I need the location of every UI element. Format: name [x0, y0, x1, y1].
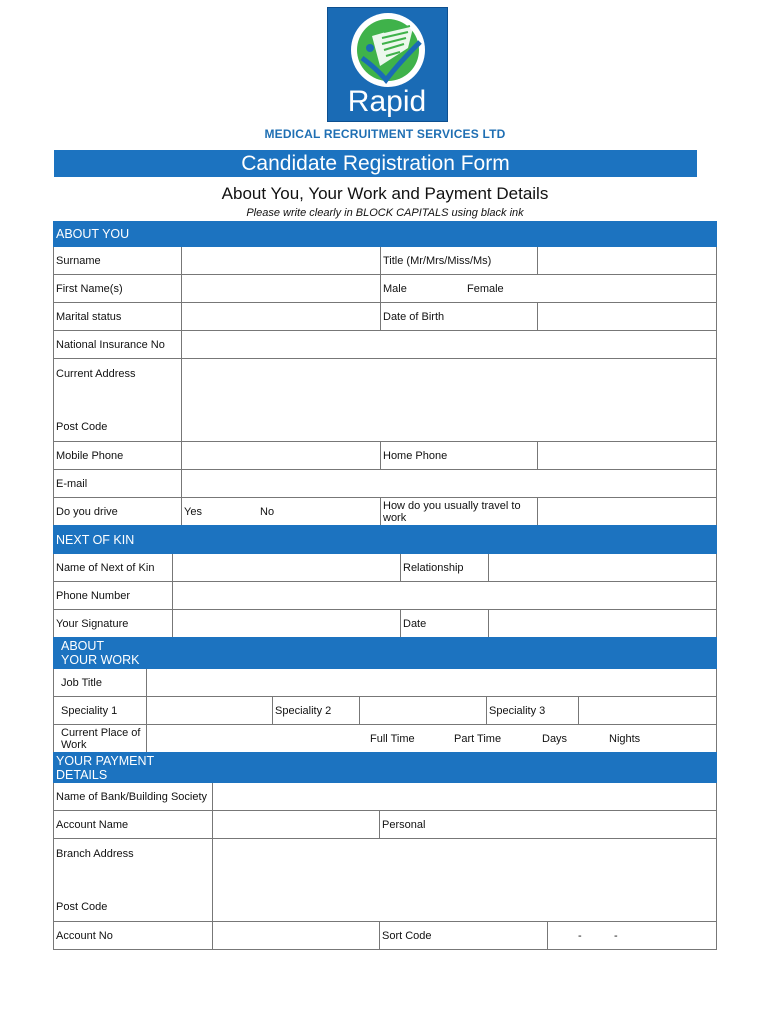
about-you-table	[53, 221, 717, 526]
address-labels	[54, 359, 182, 442]
ni-field[interactable]	[182, 331, 717, 359]
payment-table	[53, 752, 717, 950]
job-title-field[interactable]	[147, 669, 717, 697]
mobile-field[interactable]	[182, 442, 381, 470]
form-instruction: Please write clearly in BLOCK CAPITALS using black ink	[246, 207, 524, 219]
kin-phone-label: Phone Number	[54, 582, 173, 610]
branch-address-label: Branch Address	[56, 848, 134, 860]
speciality1-field[interactable]	[147, 697, 273, 725]
company-logo	[327, 7, 448, 122]
post-code-label: Post Code	[56, 421, 108, 433]
surname-field[interactable]	[182, 247, 381, 275]
marital-status-label: Marital status	[54, 303, 182, 331]
speciality2-field[interactable]	[360, 697, 487, 725]
branch-labels	[54, 839, 213, 922]
dob-field[interactable]	[538, 303, 717, 331]
surname-label: Surname	[54, 247, 182, 275]
home-phone-field[interactable]	[538, 442, 717, 470]
kin-date-label: Date	[401, 610, 489, 638]
dob-label: Date of Birth	[381, 303, 538, 331]
sort-code-dash-2: -	[614, 929, 618, 942]
email-field[interactable]	[182, 470, 717, 498]
account-name-field[interactable]	[213, 811, 380, 839]
company-name: MEDICAL RECRUITMENT SERVICES LTD	[264, 127, 506, 141]
form-subtitle: About You, Your Work and Payment Details	[221, 184, 549, 203]
mobile-label: Mobile Phone	[54, 442, 182, 470]
kin-phone-field[interactable]	[173, 582, 717, 610]
about-work-header-line1: ABOUT	[61, 639, 105, 653]
travel-field[interactable]	[538, 498, 717, 526]
male-option[interactable]: Male	[383, 282, 407, 295]
relationship-label: Relationship	[401, 554, 489, 582]
next-of-kin-header: NEXT OF KIN	[54, 526, 717, 554]
speciality3-label: Speciality 3	[487, 697, 579, 725]
work-pattern-options[interactable]	[147, 725, 717, 754]
bank-label: Name of Bank/Building Society	[54, 783, 213, 811]
part-time-option[interactable]: Part Time	[454, 733, 502, 745]
drive-yes-option[interactable]: Yes	[184, 505, 202, 518]
kin-name-field[interactable]	[173, 554, 401, 582]
kin-name-label: Name of Next of Kin	[54, 554, 173, 582]
about-you-header: ABOUT YOU	[54, 222, 538, 247]
speciality1-label: Speciality 1	[54, 697, 147, 725]
travel-label: How do you usually travel to work	[381, 498, 538, 526]
sort-code-field[interactable]	[548, 922, 717, 950]
job-title-label: Job Title	[54, 669, 147, 697]
title-label: Title (Mr/Mrs/Miss/Ms)	[381, 247, 538, 275]
drive-no-option[interactable]: No	[260, 505, 275, 518]
branch-post-code-label: Post Code	[56, 901, 108, 913]
account-no-label: Account No	[54, 922, 213, 950]
sort-code-dash-1: -	[578, 929, 582, 942]
relationship-field[interactable]	[489, 554, 717, 582]
personal-label[interactable]: Personal	[380, 811, 717, 839]
first-names-label: First Name(s)	[54, 275, 182, 303]
account-name-label: Account Name	[54, 811, 213, 839]
nights-option[interactable]: Nights	[609, 733, 641, 745]
next-of-kin-table	[53, 525, 717, 638]
form-title: Candidate Registration Form	[54, 150, 697, 177]
about-work-header	[54, 638, 717, 669]
payment-header-line2: DETAILS	[56, 767, 108, 782]
first-names-field[interactable]	[182, 275, 381, 303]
female-option[interactable]: Female	[467, 282, 504, 295]
about-you-header-filler	[538, 222, 717, 247]
logo-mark-icon	[328, 8, 447, 121]
ni-label: National Insurance No	[54, 331, 182, 359]
about-work-table	[53, 637, 717, 754]
signature-field[interactable]	[173, 610, 401, 638]
email-label: E-mail	[54, 470, 182, 498]
payment-header	[54, 753, 548, 783]
payment-header-line1: YOUR PAYMENT	[56, 753, 155, 768]
bank-field[interactable]	[213, 783, 717, 811]
sort-code-label: Sort Code	[380, 922, 548, 950]
address-field[interactable]	[182, 359, 717, 442]
address-label: Current Address	[56, 368, 136, 380]
days-option[interactable]: Days	[542, 733, 568, 745]
logo-brand-text: Rapid	[347, 85, 427, 118]
marital-status-field[interactable]	[182, 303, 381, 331]
account-no-field[interactable]	[213, 922, 380, 950]
drive-options[interactable]	[182, 498, 381, 526]
about-work-header-line2: YOUR WORK	[61, 653, 140, 667]
kin-date-field[interactable]	[489, 610, 717, 638]
title-field[interactable]	[538, 247, 717, 275]
speciality2-label: Speciality 2	[273, 697, 360, 725]
signature-label: Your Signature	[54, 610, 173, 638]
full-time-option[interactable]: Full Time	[370, 733, 415, 745]
drive-label: Do you drive	[54, 498, 182, 526]
gender-options[interactable]	[381, 275, 717, 303]
home-phone-label: Home Phone	[381, 442, 538, 470]
branch-address-field[interactable]	[213, 839, 717, 922]
current-place-field[interactable]	[147, 733, 370, 745]
speciality3-field[interactable]	[579, 697, 717, 725]
payment-header-filler	[548, 753, 717, 783]
current-place-label: Current Place of Work	[54, 725, 147, 754]
